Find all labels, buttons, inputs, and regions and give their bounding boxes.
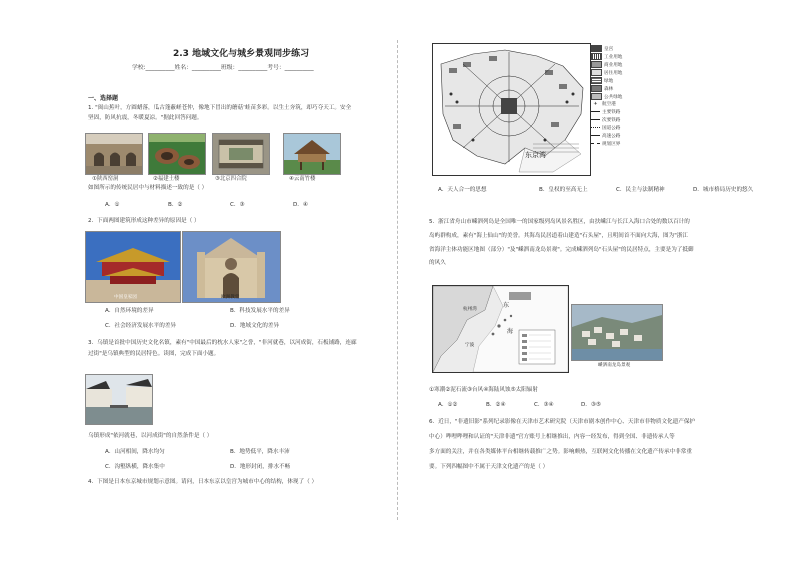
caption-1: ①陕西窑洞 xyxy=(92,176,119,182)
page-title: 2.3 地域文化与城乡景观同步练习 xyxy=(173,49,310,59)
photo-shaanxi-cave xyxy=(85,133,143,175)
q3-stem-line1: 3．乌镇是首批中国历史文化名镇，素有"中国最后的枕水人家"之誉，"非河就巷，以河成街，石板铺路，连廊 xyxy=(88,340,357,346)
zhejiang-marine-map xyxy=(432,285,569,373)
photo-caption-shengsi: 嵊泗南龙岛景观 xyxy=(598,363,631,368)
legend-item-3: 商业用地 xyxy=(591,61,622,68)
map-label-hangzhou-bay: 杭州湾 xyxy=(463,307,477,312)
photo-shengsi-island xyxy=(571,304,663,361)
legend-item-7: 公共绿地 xyxy=(591,93,622,100)
legend-item-11: 国道公路 xyxy=(591,125,620,131)
caption-4: ④云南竹楼 xyxy=(289,176,316,182)
q2-option-a[interactable]: A．自然环境的差异 xyxy=(105,308,154,314)
q3-question: 乌镇形成"依河就巷，以河成街"的自然条件是（ ） xyxy=(88,433,213,439)
tokyo-planning-map xyxy=(432,43,591,176)
q3-option-d[interactable]: D．地形封闭，排水不畅 xyxy=(230,464,291,470)
page-fold-line xyxy=(397,40,398,520)
q1-option-d[interactable]: D．④ xyxy=(293,202,308,208)
q1-option-b[interactable]: B．② xyxy=(168,202,183,208)
q2-option-c[interactable]: C．社会经济发展水平的差异 xyxy=(105,323,177,329)
q2-stem: 2．下面两图建筑形成这种差异的原因是（ ） xyxy=(88,218,200,224)
legend-item-9: 主要铁路 xyxy=(591,109,620,115)
q5-option-a[interactable]: A．①② xyxy=(438,402,458,408)
q1-option-a[interactable]: A．① xyxy=(105,202,120,208)
caption-palace: 中国皇家园 xyxy=(114,295,137,300)
q4-option-b[interactable]: B．皇权的至高无上 xyxy=(539,187,588,193)
tokyo-bay-label: 东京湾 xyxy=(525,151,546,159)
legend-item-13: 规划区界 xyxy=(591,141,620,147)
photo-fujian-tulou xyxy=(148,133,206,175)
q3-option-a[interactable]: A．山河相间，降水均匀 xyxy=(105,449,165,455)
q1-stem-line2: 坚固，防风抗震，冬暖夏凉。"据此回答问题。 xyxy=(88,115,203,121)
photo-wuzhen-water-town xyxy=(85,374,153,425)
q6-stem-line1: 6．近日，"非遗旧影"系列纪录影像在天津市艺术研究院（天津市剧本创作中心、天津市非物质文化遗产保护 xyxy=(429,419,696,425)
q4-stem: 4．下图是日本东京城市规划示意图。请问，日本东京以皇宫为城市中心的结构，体现了（ ） xyxy=(88,479,318,485)
legend-item-6: 森林 xyxy=(591,85,613,92)
q3-stem-line2: 过街"是乌镇典型的民居特色。读图，完成下面小题。 xyxy=(88,351,220,357)
q5-stem-line3: 省海洋主体功能区地图（部分）"及"嵊泗南龙岛景观"。完成嵊泗列岛"石头屋"的民居特点，主要是为了抵御 xyxy=(429,247,694,253)
legend-item-10: 次要铁路 xyxy=(591,117,620,123)
caption-3: ③北京四合院 xyxy=(215,176,247,182)
caption-church: 欧洲教堂 xyxy=(221,295,240,300)
map-label-sea: 海 xyxy=(507,328,514,335)
q2-option-b[interactable]: B．科技发展水平的差异 xyxy=(230,308,290,314)
q6-stem-line4: 要。下列四幅图中不属于天津文化遗产的是（ ） xyxy=(429,464,549,470)
q4-option-c[interactable]: C．民主与法制精神 xyxy=(616,187,665,193)
map-label-east: 东 xyxy=(503,302,510,309)
legend-item-1: 皇宫 xyxy=(591,45,613,52)
q5-option-b[interactable]: B．②④ xyxy=(486,402,506,408)
legend-item-2: 工业用地 xyxy=(591,53,622,60)
legend-item-12: 高速公路 xyxy=(591,133,620,139)
legend-item-4: 居住用地 xyxy=(591,69,622,76)
q3-option-b[interactable]: B．地势低平，降水丰沛 xyxy=(230,449,290,455)
q6-stem-line2: 中心）哔哩哔哩和认证的"天津非遗"官方账号上相继推出，内容一经发布，得到全国、非遗传承人等 xyxy=(429,434,675,440)
q2-option-d[interactable]: D．地域文化的差异 xyxy=(230,323,280,329)
q5-answer-items: ①寒潮②泥石流③台风④海陆风蚀⑤太阳辐射 xyxy=(429,387,538,393)
q1-stem-line1: 1. "闽山蕉叶，方圆蜡落，瓜古蓬蔽嵯苍仲，像地下冒出的蘑菇‘蛙苗多彩。以生土夯筑，却巧夺天工。安全 xyxy=(88,105,352,111)
q1-question: 如图所示的传统民居中与材料描述一致的是（ ） xyxy=(88,185,208,191)
q3-option-c[interactable]: C．沟壑纵横，降水集中 xyxy=(105,464,165,470)
q5-stem-line4: 的风久 xyxy=(429,260,446,266)
q5-stem-line1: 5．浙江省舟山市嵊泗列岛是全国唯一的国家级列岛风景名胜区，由扶嵊江与长江入海口合处的数以百计的 xyxy=(429,219,690,225)
q5-option-d[interactable]: D．③⑤ xyxy=(581,402,601,408)
student-info-line[interactable]: 学校:__________姓名：__________班级：__________考号：__________ xyxy=(132,65,314,71)
q5-option-c[interactable]: C．③④ xyxy=(534,402,554,408)
q1-option-c[interactable]: C．③ xyxy=(230,202,245,208)
photo-european-church xyxy=(182,231,281,303)
q4-option-d[interactable]: D．城市格局历史的悠久 xyxy=(693,187,754,193)
section-heading: 一、选择题 xyxy=(88,95,119,102)
legend-item-8: ✈ 航空港 xyxy=(593,102,616,107)
caption-2: ②福建土楼 xyxy=(153,176,180,182)
q6-stem-line3: 多方面的关注，并在各类媒体平台相继转载推广之势。影响颇热，互联网文化传播在文化遗产传承中非常重 xyxy=(429,449,692,455)
photo-yunnan-bamboo-house xyxy=(283,133,341,175)
photo-beijing-siheyuan xyxy=(212,133,270,175)
q4-option-a[interactable]: A．天人合一的思想 xyxy=(438,187,487,193)
photo-chinese-palace xyxy=(85,231,181,303)
legend-item-5: 绿地 xyxy=(591,77,613,84)
map-label-ningbo: 宁波 xyxy=(465,343,475,348)
q5-stem-line2: 岛屿群构成，素有"海上仙山"的美誉。其海岛民居道着山建造"石头屋"，且明间首不面向大海，图为"浙江 xyxy=(429,233,688,239)
